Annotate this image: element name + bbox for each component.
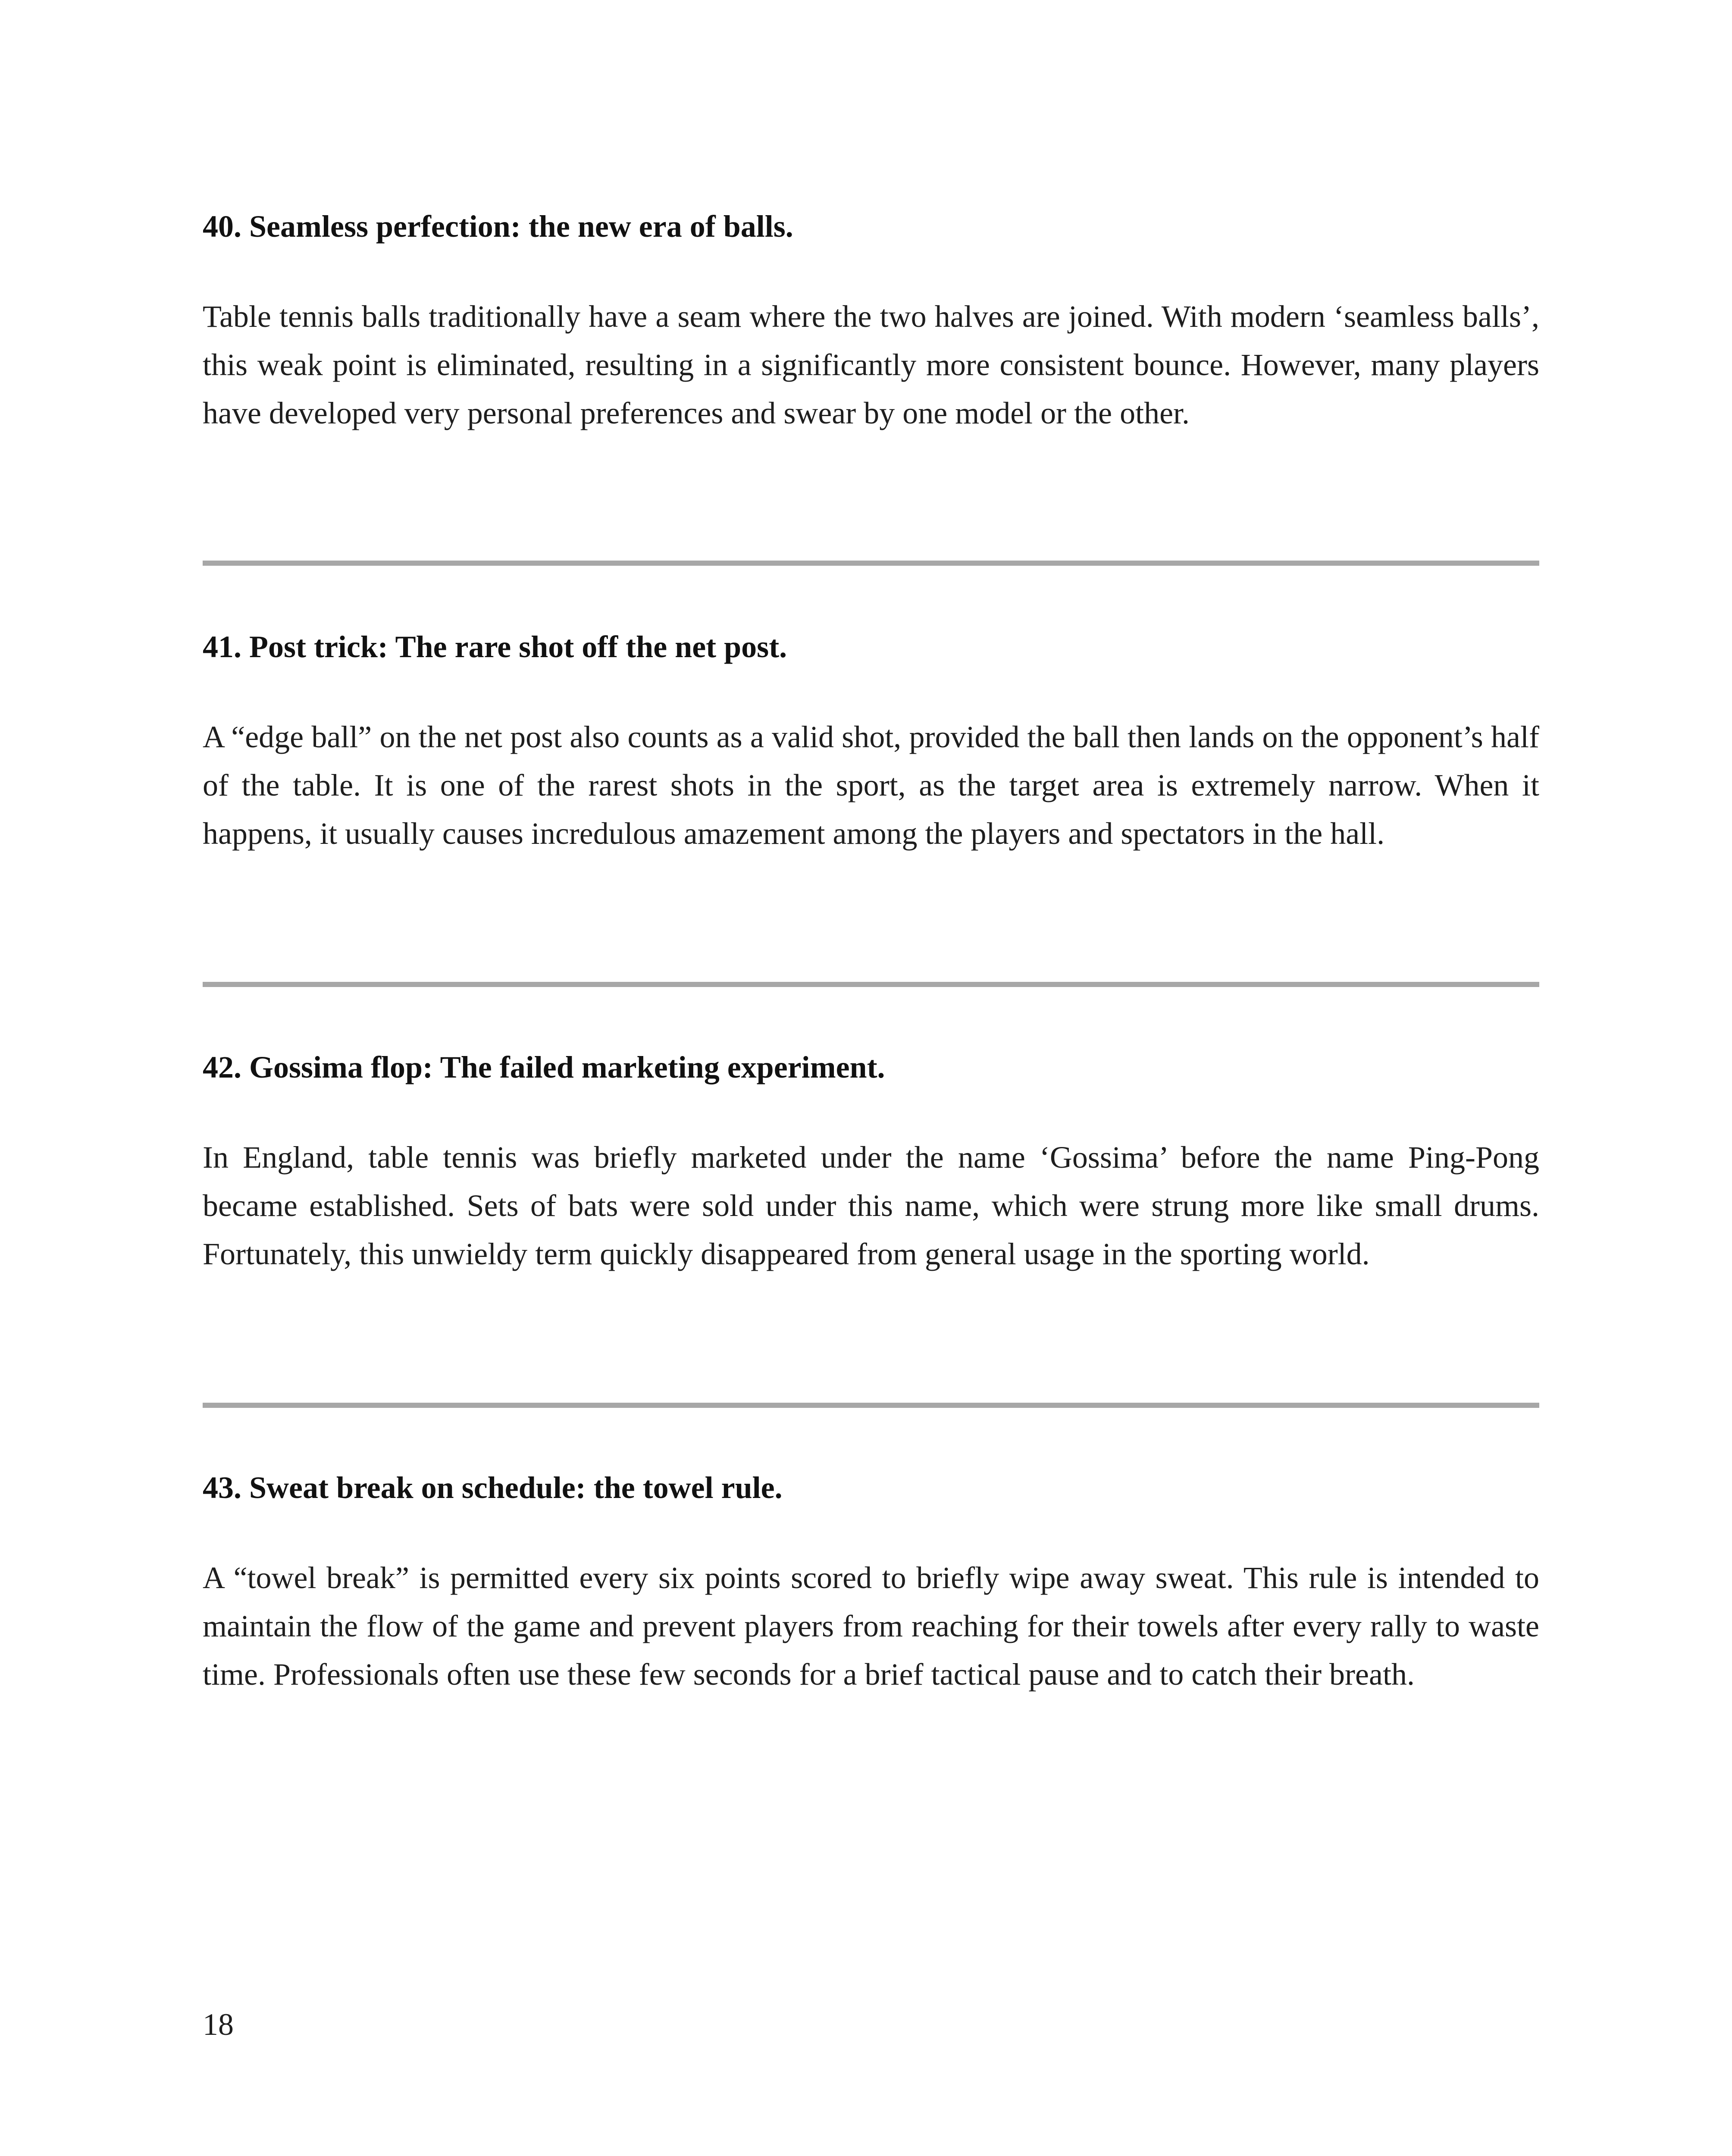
section-body: In England, table tennis was briefly marketed under the name ‘Gossima’ before the name Ping-Pong became established. Sets of bats were sold under this name, which were strung more like small drums. Fortunately, this unwieldy term quickly disappeared from general usage in the sporting world.: [203, 1140, 1539, 1271]
section-41: [203, 627, 1539, 858]
section-divider: [203, 982, 1539, 987]
page-number: 18: [203, 2007, 234, 2042]
section-42: [203, 1048, 1539, 1278]
section-43: [203, 1468, 1539, 1698]
section-40: [203, 207, 1539, 437]
section-divider: [203, 1403, 1539, 1408]
section-body: A “towel break” is permitted every six points scored to briefly wipe away sweat. This rule is intended to maintain the flow of the game and prevent players from reaching for their towels after every rally to waste time. Professionals often use these few seconds for a brief tactical pause and to catch their breath.: [203, 1561, 1539, 1692]
section-heading: 40. Seamless perfection: the new era of balls.: [203, 209, 793, 244]
section-heading: 43. Sweat break on schedule: the towel rule.: [203, 1470, 783, 1505]
section-body: Table tennis balls traditionally have a seam where the two halves are joined. With modern ‘seamless balls’, this weak point is eliminated, resulting in a significantly more consistent bounce. However, many players have developed very personal preferences and swear by one model or the other.: [203, 299, 1539, 430]
section-heading: 42. Gossima flop: The failed marketing experiment.: [203, 1050, 885, 1084]
section-divider: [203, 561, 1539, 566]
section-body: A “edge ball” on the net post also counts as a valid shot, provided the ball then lands on the opponent’s half of the table. It is one of the rarest shots in the sport, as the target area is extremely narrow. When it happens, it usually causes incredulous amazement among the players and spectators in the hall.: [203, 720, 1539, 851]
section-heading: 41. Post trick: The rare shot off the net post.: [203, 630, 787, 664]
